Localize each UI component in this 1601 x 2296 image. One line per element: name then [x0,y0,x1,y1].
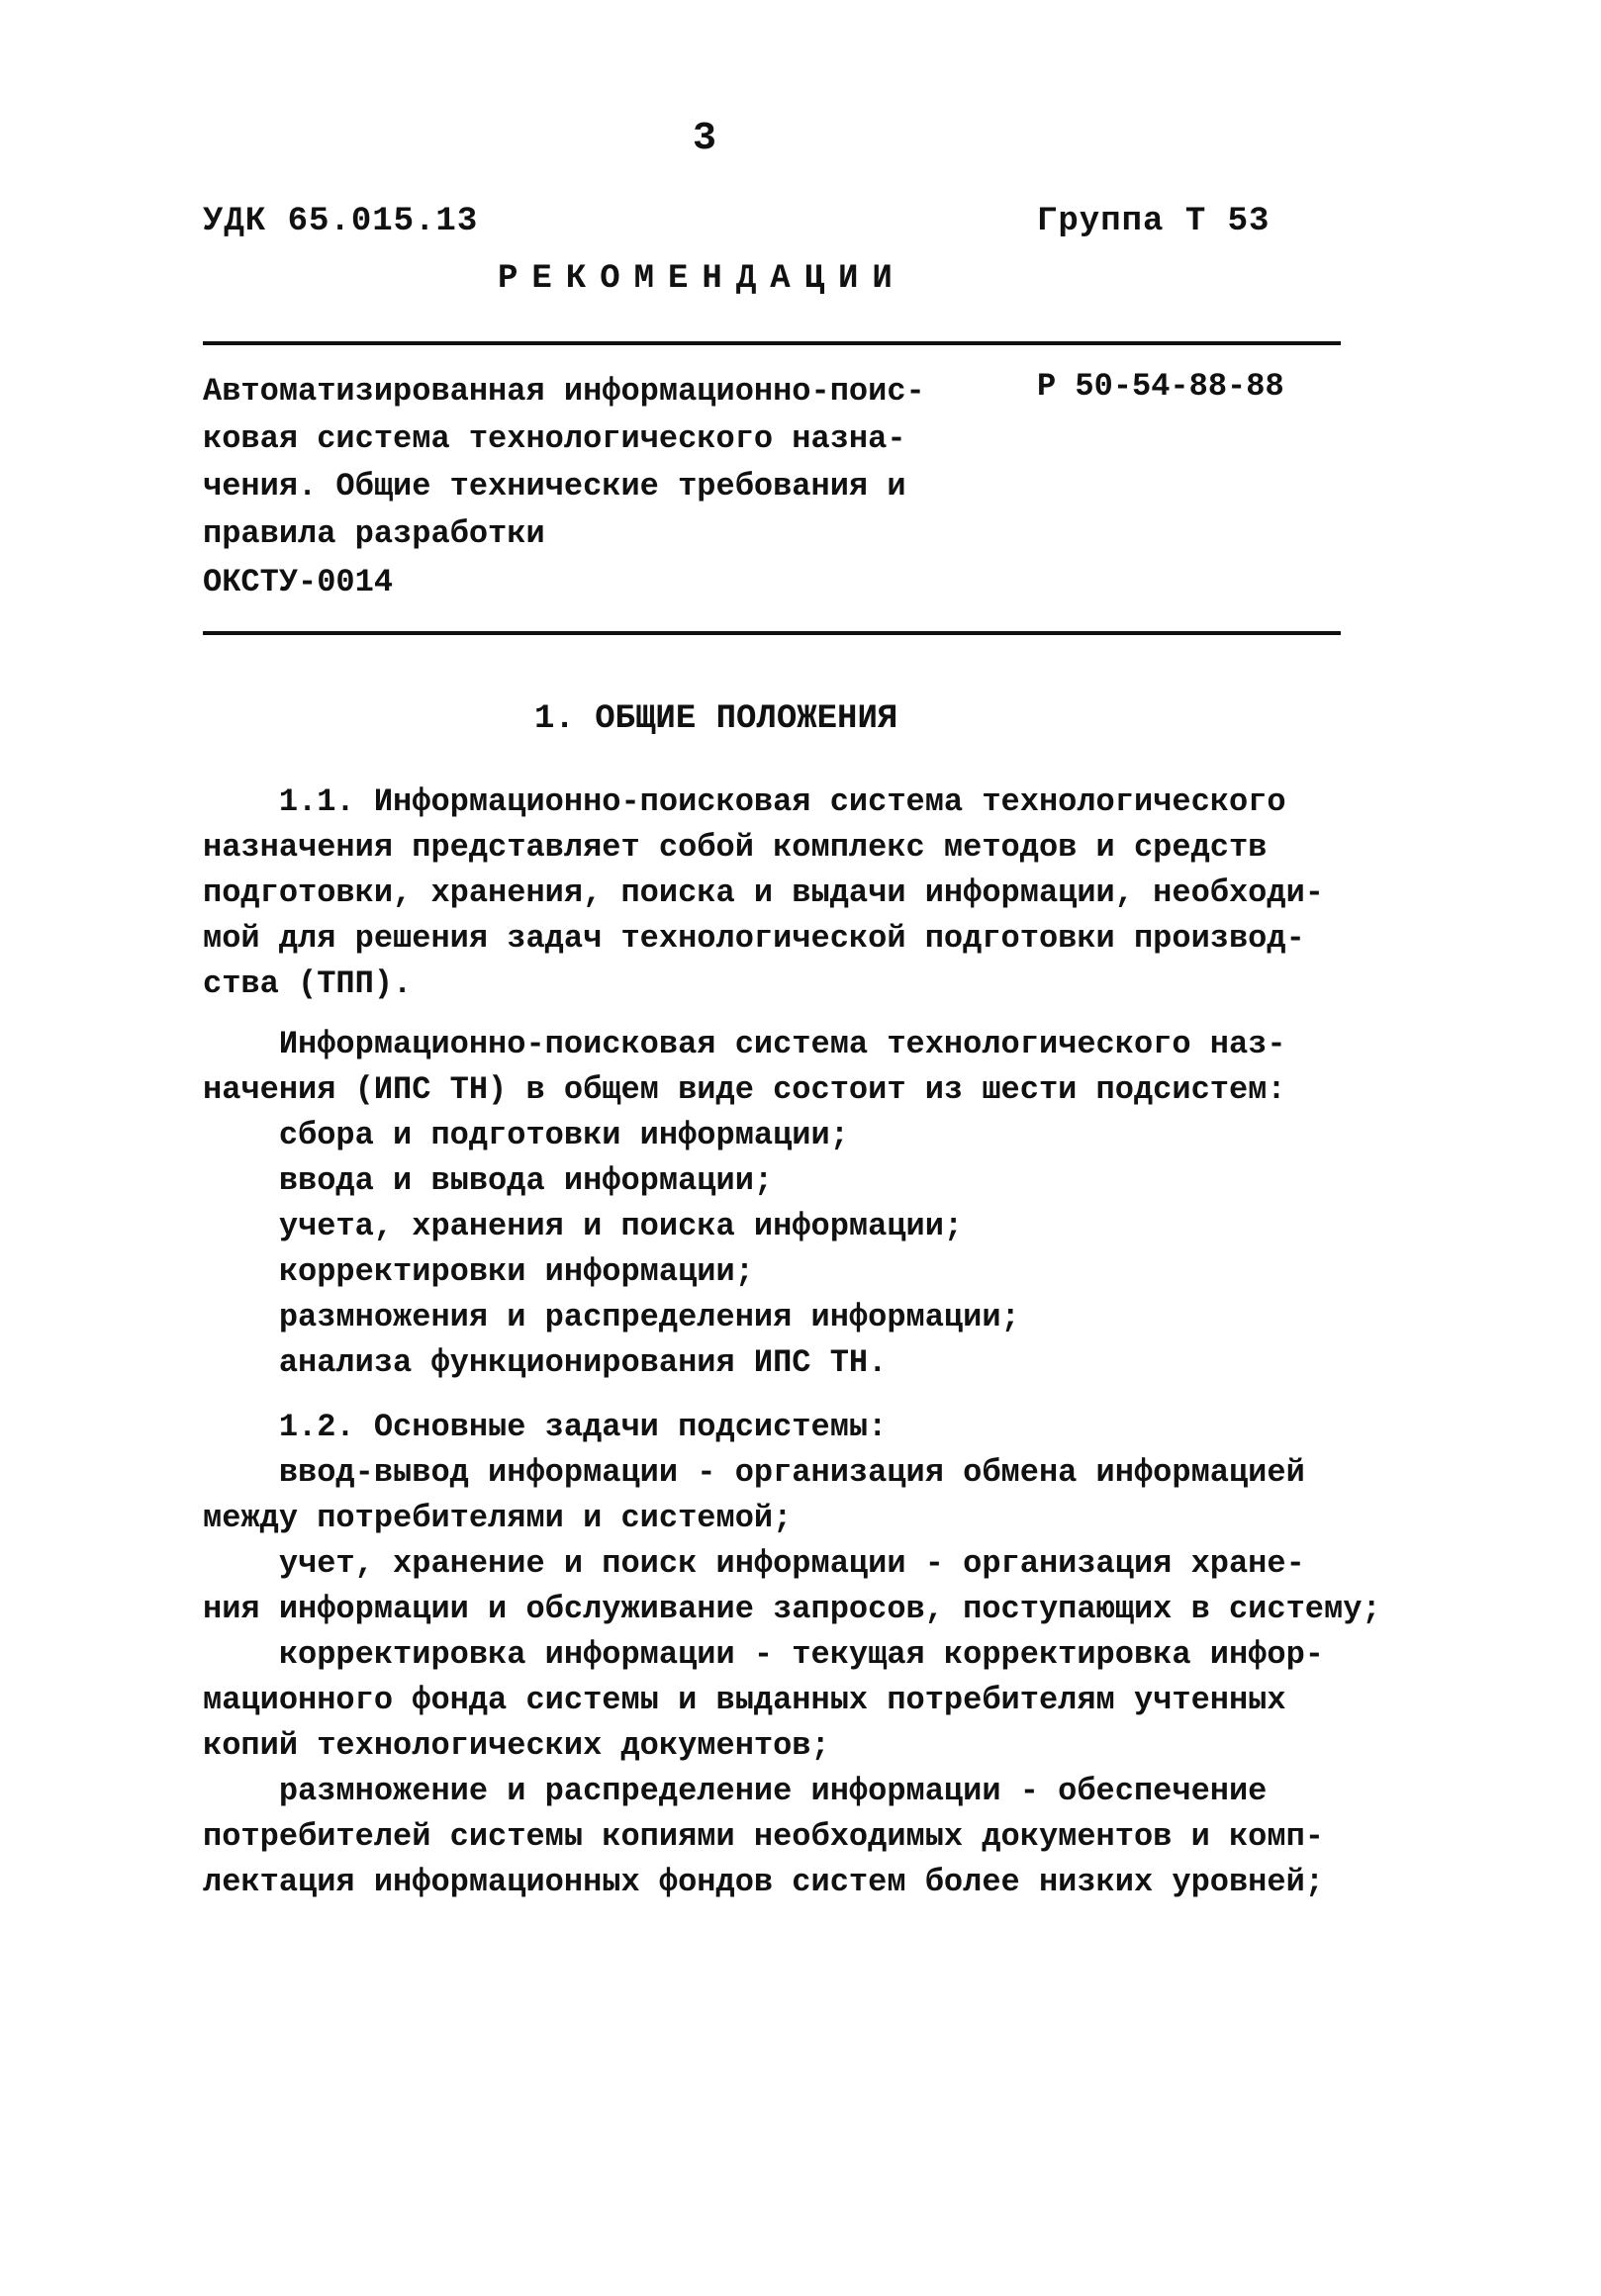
title-line: правила разработки [203,515,545,552]
text-line: мационного фонда системы и выданных потребителям учтенных [203,1682,1286,1718]
bottom-rule [203,631,1341,635]
text-line: ния информации и обслуживание запросов, поступающих в систему; [203,1591,1381,1627]
paragraph-1-2 [203,1405,1381,1905]
top-rule [203,341,1341,345]
text-line: размножение и распределение информации - обеспечение [203,1773,1268,1809]
text-line: 1.1. Информационно-поисковая система технологического [203,783,1286,820]
document-type-heading: РЕКОМЕНДАЦИИ [498,260,906,298]
text-line: корректировка информации - текущая корректировка инфор- [203,1636,1324,1673]
text-line: начения (ИПС ТН) в общем виде состоит из шести подсистем: [203,1071,1286,1108]
list-item: сбора и подготовки информации; [203,1117,849,1153]
text-line: назначения представляет собой комплекс методов и средств [203,829,1268,866]
list-item: размножения и распределения информации; [203,1299,1020,1335]
text-line: ввод-вывод информации - организация обмена информацией [203,1454,1305,1491]
list-item: ввода и вывода информации; [203,1162,774,1199]
text-line: подготовки, хранения, поиска и выдачи информации, необходи- [203,874,1324,911]
paragraph-1-1 [203,780,1324,1007]
title-line: ковая система технологического назна- [203,420,906,457]
text-line: Информационно-поисковая система технологического наз- [203,1026,1286,1062]
text-line: лектация информационных фондов систем более низких уровней; [203,1864,1324,1900]
title-line: Автоматизированная информационно-поис- [203,373,925,410]
group-code: Группа Т 53 [1037,203,1271,240]
list-item: анализа функционирования ИПС ТН. [203,1344,888,1381]
text-line: между потребителями и системой; [203,1500,793,1536]
text-line: ства (ТПП). [203,965,413,1002]
page-number: 3 [693,117,717,161]
text-line: мой для решения задач технологической подготовки производ- [203,920,1305,957]
section-title: 1. ОБЩИЕ ПОЛОЖЕНИЯ [534,700,898,738]
text-line: копий технологических документов; [203,1727,830,1764]
classifier-code: ОКСТУ-0014 [203,564,394,600]
title-line: чения. Общие технические требования и [203,468,906,505]
list-item: учета, хранения и поиска информации; [203,1208,964,1244]
list-item: корректировки информации; [203,1253,754,1290]
document-title [203,368,955,558]
udk-code: УДК 65.015.13 [203,203,479,240]
text-line: потребителей системы копиями необходимых документов и комп- [203,1818,1324,1855]
paragraph-subsystems [203,1022,1286,1386]
text-line: учет, хранение и поиск информации - организация хране- [203,1545,1305,1582]
text-line: 1.2. Основные задачи подсистемы: [203,1409,888,1445]
document-code: Р 50-54-88-88 [1037,368,1284,405]
